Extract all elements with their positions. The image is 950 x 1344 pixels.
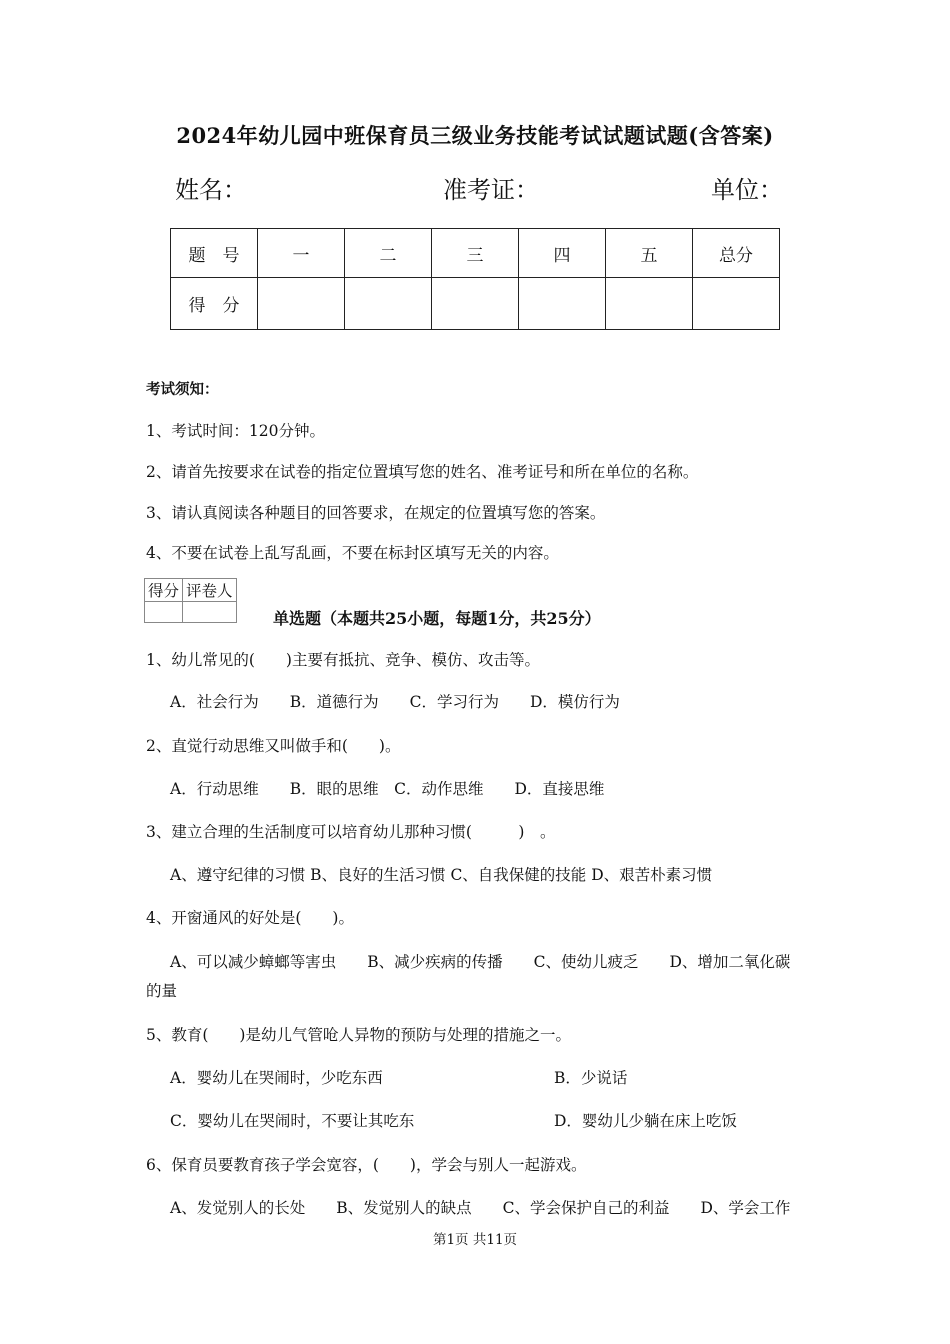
question-option-5d: D．婴幼儿少躺在床上吃饭 — [554, 1112, 737, 1130]
notice-item: 1、考试时间：120分钟。 — [146, 422, 325, 440]
grader-header-row — [145, 579, 237, 602]
question-options-6: A、发觉别人的长处 B、发觉别人的缺点 C、学会保护自己的利益 D、学会工作 — [170, 1199, 791, 1217]
grader-score-label: 得分 — [145, 579, 183, 602]
grader-blank-row — [145, 602, 237, 623]
exam-id-field-label: 准考证： — [443, 176, 539, 204]
score-cell — [606, 278, 693, 330]
grader-box — [144, 578, 237, 623]
score-table-header-row — [171, 229, 780, 278]
question-options-4-wrap: 的量 — [146, 982, 178, 1000]
question-stem-5: 5、教育( )是幼儿气管呛人异物的预防与处理的措施之一。 — [146, 1026, 571, 1044]
score-cell — [258, 278, 345, 330]
notice-item: 3、请认真阅读各种题目的回答要求，在规定的位置填写您的答案。 — [146, 504, 606, 522]
section-title: 单选题（本题共25小题，每题1分，共25分） — [273, 609, 601, 628]
score-header-cell: 题 号 — [171, 229, 258, 278]
page-title: 2024年幼儿园中班保育员三级业务技能考试试题试题(含答案) — [176, 123, 774, 148]
question-stem-3: 3、建立合理的生活制度可以培育幼儿那种习惯( ) 。 — [146, 823, 556, 841]
name-field-label: 姓名： — [175, 176, 247, 204]
grader-reviewer-cell — [183, 602, 237, 623]
page-footer: 第1页 共11页 — [432, 1232, 518, 1248]
question-options-3: A、遵守纪律的习惯 B、良好的生活习惯 C、自我保健的技能 D、艰苦朴素习惯 — [170, 866, 713, 884]
grader-score-cell — [145, 602, 183, 623]
score-header-cell: 一 — [258, 229, 345, 278]
question-option-5a: A．婴幼儿在哭闹时，少吃东西 — [170, 1069, 383, 1087]
question-options-4: A、可以减少蟑螂等害虫 B、减少疾病的传播 C、使幼儿疲乏 D、增加二氧化碳 — [170, 953, 791, 971]
score-cell — [693, 278, 780, 330]
question-options-2: A．行动思维 B．眼的思维 C．动作思维 D．直接思维 — [170, 780, 605, 798]
score-header-cell: 四 — [519, 229, 606, 278]
score-cell — [432, 278, 519, 330]
question-stem-1: 1、幼儿常见的( )主要有抵抗、竞争、模仿、攻击等。 — [146, 651, 540, 669]
unit-field-label: 单位： — [711, 176, 783, 204]
score-header-cell: 二 — [345, 229, 432, 278]
question-stem-4: 4、开窗通风的好处是( )。 — [146, 909, 354, 927]
score-table-score-row — [171, 278, 780, 330]
score-table — [170, 228, 780, 330]
question-option-5c: C．婴幼儿在哭闹时，不要让其吃东 — [170, 1112, 415, 1130]
question-option-5b: B．少说话 — [554, 1069, 628, 1087]
question-stem-6: 6、保育员要教育孩子学会宽容，( )，学会与别人一起游戏。 — [146, 1156, 587, 1174]
score-header-cell: 总分 — [693, 229, 780, 278]
notice-item: 4、不要在试卷上乱写乱画，不要在标封区填写无关的内容。 — [146, 544, 559, 562]
score-cell — [519, 278, 606, 330]
question-options-1: A．社会行为 B．道德行为 C．学习行为 D．模仿行为 — [170, 693, 620, 711]
notice-heading: 考试须知： — [146, 381, 219, 398]
score-row-label: 得 分 — [171, 278, 258, 330]
score-header-cell: 三 — [432, 229, 519, 278]
grader-reviewer-label: 评卷人 — [183, 579, 237, 602]
notice-item: 2、请首先按要求在试卷的指定位置填写您的姓名、准考证号和所在单位的名称。 — [146, 463, 699, 481]
score-header-cell: 五 — [606, 229, 693, 278]
question-stem-2: 2、直觉行动思维又叫做手和( )。 — [146, 737, 401, 755]
score-cell — [345, 278, 432, 330]
